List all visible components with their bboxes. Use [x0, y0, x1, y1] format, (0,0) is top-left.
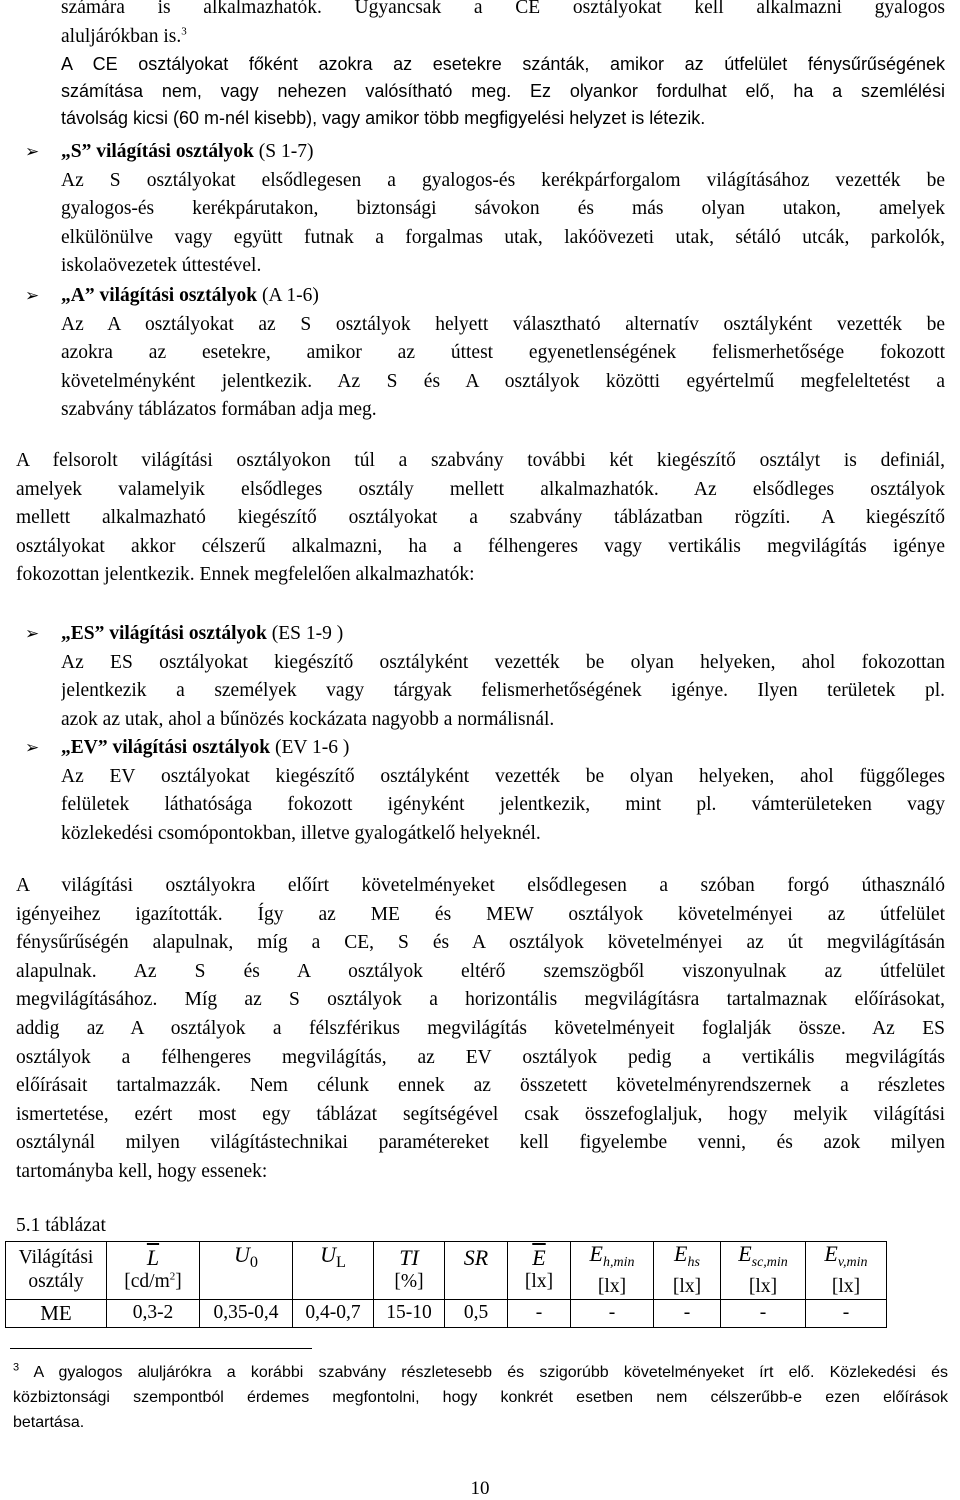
bullet-arrow-icon: ➢ — [25, 738, 40, 758]
a-class-line: követelményként jelentkezik. Az S és A osztályok közötti egyértelmű megfeleltetést a — [61, 370, 945, 392]
paragraph-line: fénysűrűségén alapulnak, míg a CE, S és A osztályok követelményei az út megvilágításán — [16, 932, 945, 954]
table-header-row — [6, 1242, 887, 1300]
paragraph-line: A világítási osztályokra előírt követelményeket elsődlegesen a szóban forgó úthasználó — [16, 875, 945, 896]
footnote-line: $^3$ A gyalogos aluljárókra a korábbi szabvány részletesebb és szigorúbb követelményeket írt elő. Közlekedési és — [13, 1361, 948, 1381]
intro-line: számára is alkalmazhatók. Ugyancsak a CE osztályokat kell alkalmazni gyalogos — [61, 0, 945, 18]
es-class-item — [61, 620, 945, 734]
s-class-line: elkülönülve vagy együtt futnak a forgalmas utak, lakóövezeti utak, sétáló utcák, parkolók, — [61, 226, 945, 248]
table-cell: ME — [6, 1299, 107, 1327]
requirements-paragraph — [16, 872, 945, 1187]
intro-line: aluljárókban is.$^3$ — [61, 25, 187, 47]
a-class-line: azokra az esetekre, amikor az úttest egyenetlenségének felismerhetősége fokozott — [61, 342, 945, 364]
ev-class-line: közlekedési csomópontokban, illetve gyalogátkelő helyeknél. — [61, 822, 541, 844]
paragraph-line: amelyek valamelyik elsődleges osztály mellett alkalmazhatók. Az elsődleges osztályok — [16, 478, 945, 500]
paragraph-line: mellett alkalmazható kiegészítő osztályokat a szabvány táblázatban rögzíti. A kiegészítő — [16, 507, 945, 529]
paragraph-line: igényeihez igazították. Így az ME és MEW osztályok követelményei az útfelület — [16, 903, 945, 925]
ce-paragraph — [61, 51, 945, 132]
bullet-arrow-icon: ➢ — [25, 142, 40, 162]
header-Ev-min: $E_{v,min}$ [lx] — [806, 1242, 887, 1300]
ce-line: távolság kicsi (60 m-nél kisebb), vagy amikor több megfigyelési helyzet is létezik. — [61, 108, 706, 128]
header-SR: SR — [445, 1242, 508, 1300]
paragraph-line: előírásait tartalmazzák. Nem célunk ennek az összetett követelményrendszernek a részletes — [16, 1075, 945, 1097]
footnote — [13, 1360, 948, 1435]
lighting-class-table — [5, 1241, 887, 1328]
header-Eh-min: $E_{h,min}$ [lx] — [571, 1242, 654, 1300]
footnote-ref: 3 — [181, 25, 187, 38]
a-class-item — [61, 282, 945, 425]
table-cell: - — [571, 1299, 654, 1327]
header-L: $\overline{L}$ $[cd/m^2]$ — [107, 1242, 200, 1300]
ev-class-item — [61, 734, 945, 848]
table-cell: - — [654, 1299, 721, 1327]
s-class-item — [61, 138, 945, 281]
footnote-line: közbiztonsági szempontból érdemes megfontolni, hogy konkrét esetben nem célszerűbb-e ezen előírások — [13, 1389, 948, 1406]
header-UL: $U_L$ — [293, 1242, 374, 1300]
header-class: Világítási osztály — [6, 1242, 107, 1300]
footnote-divider — [10, 1348, 312, 1349]
table-row — [6, 1299, 887, 1327]
table-cell: 0,5 — [445, 1299, 508, 1327]
ev-class-line: Az EV osztályokat kiegészítő osztályként vezették be olyan helyeken, ahol függőleges — [61, 765, 945, 787]
header-Esc-min: $E_{sc,min}$ [lx] — [721, 1242, 806, 1300]
header-TI: TI [%] — [374, 1242, 445, 1300]
a-class-line: szabvány táblázatos formában adja meg. — [61, 399, 377, 421]
table-cell: - — [508, 1299, 571, 1327]
ev-class-line: felületek láthatósága fokozott igényként jelentkezik, mint pl. vámterületeken vagy — [61, 794, 945, 816]
a-class-title: „A” világítási osztályok (A 1-6) — [61, 285, 319, 306]
ev-class-title: „EV” világítási osztályok (EV 1-6 ) — [61, 737, 350, 758]
ce-line: A CE osztályokat főként azokra az esetekre szánták, amikor az útfelület fénysűrűségének — [61, 54, 945, 74]
paragraph-line: addig az A osztályok a félszférikus megvilágítás követelményeit foglalják össze. Az ES — [16, 1017, 945, 1039]
es-class-line: jelentkezik a személyek vagy tárgyak felismerhetőségének igénye. Ilyen területek pl. — [61, 680, 945, 702]
table-cell: 0,3-2 — [107, 1299, 200, 1327]
paragraph-line: osztályok a félhengeres megvilágítás, az EV osztályok pedig a vertikális megvilágítás — [16, 1046, 945, 1068]
s-class-title: „S” világítási osztályok (S 1-7) — [61, 141, 314, 162]
bullet-arrow-icon: ➢ — [25, 286, 40, 306]
table-cell: 0,4-0,7 — [293, 1299, 374, 1327]
table-cell: - — [806, 1299, 887, 1327]
page-number: 10 — [470, 1478, 490, 1499]
table-caption: 5.1 táblázat — [16, 1215, 106, 1236]
table-cell: 0,35-0,4 — [200, 1299, 293, 1327]
table-cell: 15-10 — [374, 1299, 445, 1327]
es-class-line: azok az utak, ahol a bűnözés kockázata nagyobb a normálisnál. — [61, 708, 555, 730]
paragraph-line: fokozottan jelentkezik. Ennek megfelelően alkalmazhatók: — [16, 564, 475, 586]
paragraph-line: alapulnak. Az S és A osztályok eltérő szemszögből viszonyulnak az útfelület — [16, 960, 945, 982]
bullet-arrow-icon: ➢ — [25, 624, 40, 644]
supplementary-paragraph — [16, 447, 945, 590]
paragraph-line: osztályokat akkor célszerű alkalmazni, ha a félhengeres vagy vertikális megvilágítás igénye — [16, 535, 945, 557]
paragraph-line: ismertetése, ezért most egy táblázat segítségével csak összefoglaljuk, hogy melyik világítási — [16, 1103, 945, 1125]
ce-line: számítása nem, vagy nehezen valósítható meg. Ez olyankor fordulhat elő, ha a szemlélési — [61, 81, 945, 101]
es-class-title: „ES” világítási osztályok (ES 1-9 ) — [61, 623, 344, 644]
header-Ehs: $E_{hs}$ [lx] — [654, 1242, 721, 1300]
table-cell: - — [721, 1299, 806, 1327]
paragraph-line: tartományba kell, hogy essenek: — [16, 1160, 268, 1182]
paragraph-line: A felsorolt világítási osztályokon túl a szabvány további két kiegészítő osztályt is definiál, — [16, 450, 945, 471]
footnote-line: betartása. — [13, 1414, 85, 1431]
intro-paragraph — [61, 0, 945, 51]
header-E: $\overline{E}$ [lx] — [508, 1242, 571, 1300]
a-class-line: Az A osztályokat az S osztályok helyett választható alternatív osztályként vezették be — [61, 313, 945, 335]
s-class-line: gyalogos-és kerékpárutakon, biztonsági sávokon és más olyan utakon, amelyek — [61, 198, 945, 220]
es-class-line: Az ES osztályokat kiegészítő osztályként vezették be olyan helyeken, ahol fokozottan — [61, 651, 945, 673]
paragraph-line: megvilágításához. Míg az S osztályok a horizontális megvilágításra tartalmaznak előírásokat, — [16, 989, 945, 1011]
paragraph-line: osztálynál milyen világítástechnikai paramétereket kell figyelembe venni, és azok milyen — [16, 1132, 945, 1154]
s-class-line: iskolaövezetek úttestével. — [61, 255, 262, 277]
footnote-mark: 3 — [13, 1361, 20, 1374]
header-U0: $U_0$ — [200, 1242, 293, 1300]
s-class-line: Az S osztályokat elsődlegesen a gyalogos-és kerékpárforgalom világításához vezették be — [61, 169, 945, 191]
